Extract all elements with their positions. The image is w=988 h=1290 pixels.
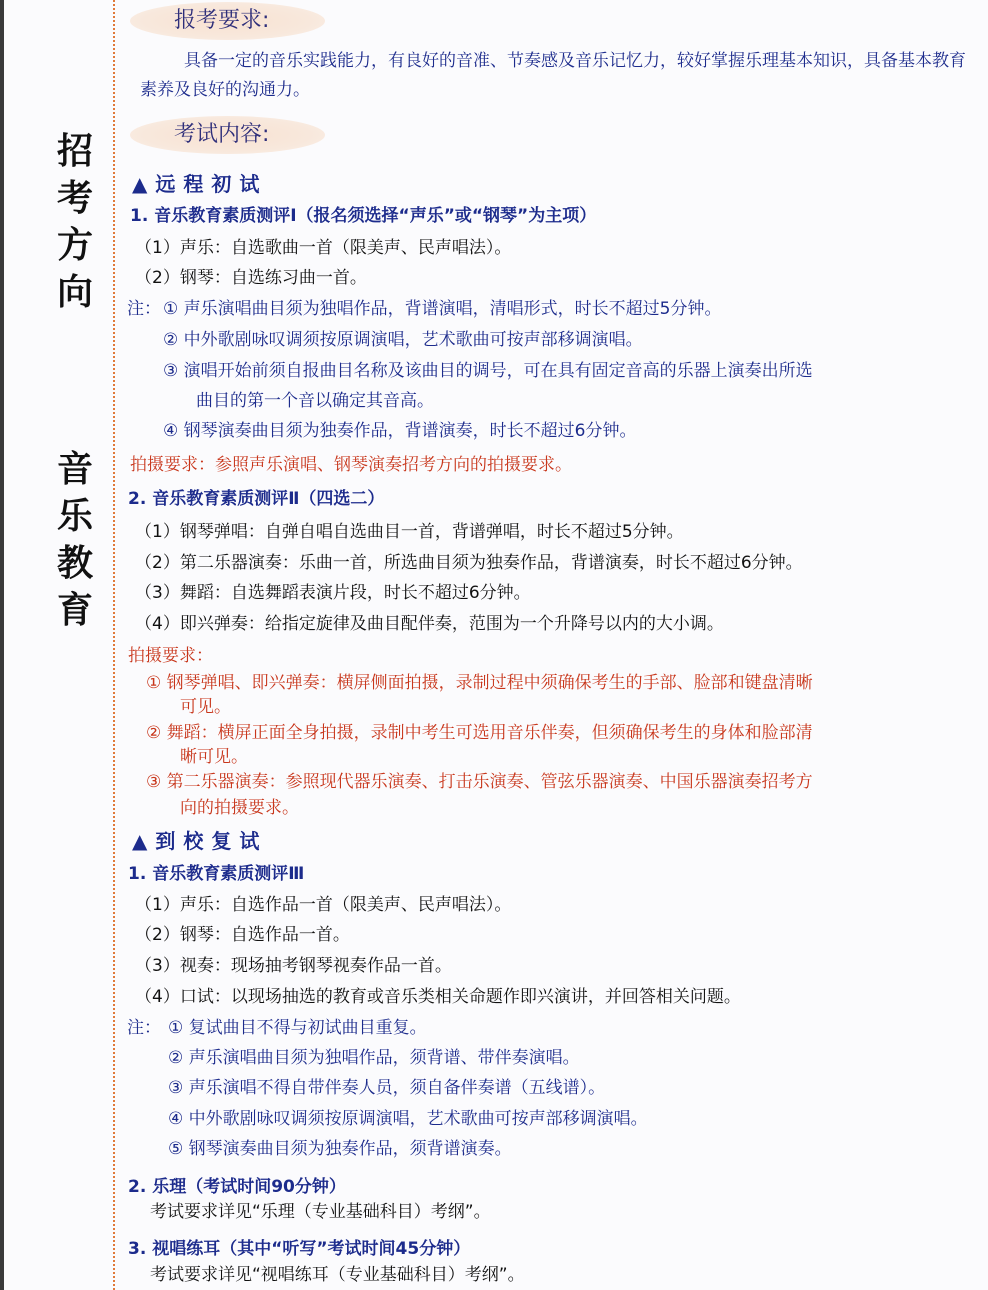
side-char: 音 <box>56 449 93 490</box>
filming-item: ② 舞蹈：横屏正面全身拍摄，录制中考生可选用音乐伴奏，但须确保考生的身体和脸部清 <box>146 723 813 743</box>
side-char: 招 <box>56 131 93 172</box>
notes-label: 注： <box>127 1018 161 1038</box>
onsite-part2-desc: 考试要求详见“乐理（专业基础科目）考纲”。 <box>150 1202 491 1222</box>
remote-exam-title: ▲远程初试 <box>132 172 268 196</box>
list-item: （3）舞蹈：自选舞蹈表演片段，时长不超过6分钟。 <box>135 583 531 603</box>
filming-requirement: 拍摄要求：参照声乐演唱、钢琴演奏招考方向的拍摄要求。 <box>130 455 572 475</box>
onsite-part1-title: 1. 音乐教育素质测评Ⅲ <box>128 864 305 884</box>
remote-part1-title: 1. 音乐教育素质测评Ⅰ（报名须选择“声乐”或“钢琴”为主项） <box>130 206 597 226</box>
dotted-divider <box>113 0 115 1290</box>
filming-item: ① 钢琴弹唱、即兴弹奏：横屏侧面拍摄，录制过程中须确保考生的手部、脸部和键盘清晰 <box>146 673 813 693</box>
note-item: ① 声乐演唱曲目须为独唱作品，背谱演唱，清唱形式，时长不超过5分钟。 <box>163 299 722 319</box>
filming-item: ③ 第二乐器演奏：参照现代器乐演奏、打击乐演奏、管弦乐器演奏、中国乐器演奏招考方 <box>146 772 813 792</box>
remote-part2-title: 2. 音乐教育素质测评Ⅱ（四选二） <box>128 489 385 509</box>
list-item: （1）声乐：自选作品一首（限美声、民声唱法）。 <box>135 895 512 915</box>
requirements-heading: 报考要求: <box>130 2 325 40</box>
side-char: 考 <box>56 178 93 219</box>
note-item: ② 声乐演唱曲目须为独唱作品，须背谱、带伴奏演唱。 <box>168 1048 580 1068</box>
side-char: 向 <box>56 272 93 313</box>
filming-item-cont: 向的拍摄要求。 <box>180 798 299 818</box>
filming-label: 拍摄要求： <box>128 646 213 666</box>
onsite-part3-title: 3. 视唱练耳（其中“听写”考试时间45分钟） <box>128 1239 471 1259</box>
side-title-music-education <box>52 446 98 634</box>
notes-label: 注： <box>127 299 161 319</box>
list-item: （1）声乐：自选歌曲一首（限美声、民声唱法）。 <box>135 238 512 258</box>
onsite-part2-title: 2. 乐理（考试时间90分钟） <box>128 1177 346 1197</box>
note-item: ③ 声乐演唱不得自带伴奏人员，须自备伴奏谱（五线谱）。 <box>168 1078 606 1098</box>
note-item: ④ 中外歌剧咏叹调须按原调演唱，艺术歌曲可按声部移调演唱。 <box>168 1109 648 1129</box>
filming-item-cont: 晰可见。 <box>180 747 248 767</box>
list-item: （2）钢琴：自选作品一首。 <box>135 925 350 945</box>
requirements-text: 具备一定的音乐实践能力，有良好的音准、节奏感及音乐记忆力，较好掌握乐理基本知识，具备基本教育素养及良好的沟通力。 <box>140 51 966 100</box>
content-heading: 考试内容: <box>130 116 325 154</box>
note-item: ⑤ 钢琴演奏曲目须为独奏作品，须背谱演奏。 <box>168 1139 512 1159</box>
side-char: 育 <box>56 590 93 631</box>
note-item-cont: 曲目的第一个音以确定其音高。 <box>196 391 434 411</box>
note-item: ① 复试曲目不得与初试曲目重复。 <box>168 1018 427 1038</box>
list-item: （2）钢琴：自选练习曲一首。 <box>135 268 367 288</box>
onsite-part3-desc: 考试要求详见“视唱练耳（专业基础科目）考纲”。 <box>150 1265 525 1285</box>
note-item: ② 中外歌剧咏叹调须按原调演唱，艺术歌曲可按声部移调演唱。 <box>163 330 643 350</box>
side-char: 乐 <box>56 496 93 537</box>
note-item: ③ 演唱开始前须自报曲目名称及该曲目的调号，可在具有固定音高的乐器上演奏出所选 <box>163 361 813 381</box>
note-item: ④ 钢琴演奏曲目须为独奏作品，背谱演奏，时长不超过6分钟。 <box>163 421 637 441</box>
list-item: （2）第二乐器演奏：乐曲一首，所选曲目须为独奏作品，背谱演奏，时长不超过6分钟。 <box>135 553 803 573</box>
list-item: （1）钢琴弹唱：自弹自唱自选曲目一首，背谱弹唱，时长不超过5分钟。 <box>135 522 684 542</box>
list-item: （4）口试：以现场抽选的教育或音乐类相关命题作即兴演讲，并回答相关问题。 <box>135 987 741 1007</box>
list-item: （4）即兴弹奏：给指定旋律及曲目配伴奏，范围为一个升降号以内的大小调。 <box>135 614 724 634</box>
list-item: （3）视奏：现场抽考钢琴视奏作品一首。 <box>135 956 452 976</box>
side-title-direction <box>52 128 98 316</box>
side-char: 方 <box>56 225 93 266</box>
side-char: 教 <box>56 543 93 584</box>
filming-item-cont: 可见。 <box>180 697 231 717</box>
onsite-exam-title: ▲到校复试 <box>132 829 268 853</box>
left-border <box>0 0 4 1290</box>
